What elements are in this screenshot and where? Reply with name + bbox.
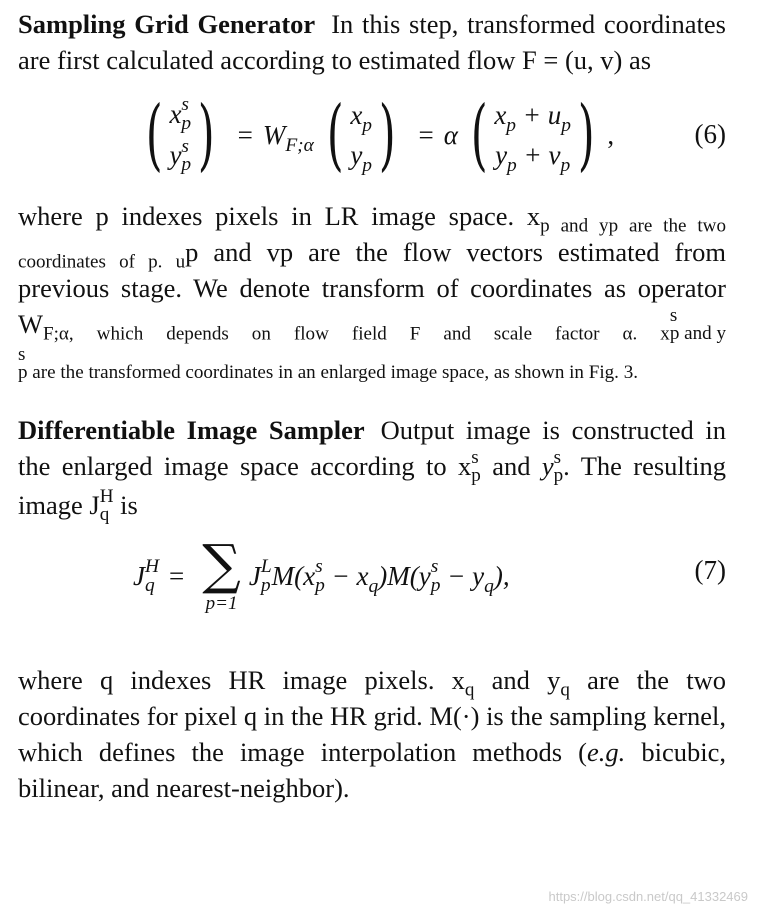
heading-sampling-grid-generator: Sampling Grid Generator (18, 9, 316, 39)
paragraph-differentiable-sampler: Differentiable Image Sampler Output image is constructed in the enlarged image space according to x s p and y s p . The resulting image J H q is (18, 415, 726, 526)
eq6-lhs-vector: ( x s p y s p ) (145, 90, 215, 181)
intro-sampling-grid: In this step, transformed coordinates are first calculated according to estimated flow F = (u, v) as (18, 9, 726, 75)
heading-differentiable-image-sampler: Differentiable Image Sampler (18, 415, 365, 446)
eq6-mid-vector: ( $x_p$ $y_p$ ) (326, 90, 396, 181)
equation-7-number: (7) (694, 555, 726, 586)
sum-operator: ∑ p=1 (202, 533, 241, 615)
equation-6: ( x s p y s p ) = $W_{F;\alpha}$ ( $x_p$ $y_p$ ) = α ( $x_p + u_p$ $y_p + v_p$ ) , (6) (18, 86, 726, 192)
paragraph-transform-description: where p indexes pixels in LR image space. $x_{p and yp are the two coordinates of p. u}p$ and vp are the flow vectors estimated from previous stage. We denote transform of coordinates as operator $W_{F;\alpha, which depends on flow field F and scale factor \alpha. x}$ s p and y s p are the transformed coordinates in an enlarged image space, as shown in Fig. 3. (18, 201, 726, 383)
eq6-rhs-vector: ( $x_p + u_p$ $y_p + v_p$ ) (470, 90, 595, 181)
watermark-text: https://blog.csdn.net/qq_41332469 (548, 889, 748, 904)
eq6-operator: $W_{F;\alpha}$ (262, 120, 314, 157)
paragraph-hr-pixels: where q indexes HR image pixels. $x_q$ and $y_q$ are the two coordinates for pixel q in the HR grid. M(·) is the sampling kernel, which defines the image interpolation methods (e.g. bicubic, bilinear, and nearest-neighbor). (18, 665, 726, 804)
eq6-alpha: α (443, 120, 458, 151)
equation-6-number: (6) (694, 119, 726, 149)
paragraph-sampling-grid (18, 6, 726, 78)
equation-7: J H q = ∑ p=1 J L p M(x s p − $x_q)M(y$ s p − $y_q$), (7) (133, 533, 726, 615)
paper-page (18, 6, 726, 806)
